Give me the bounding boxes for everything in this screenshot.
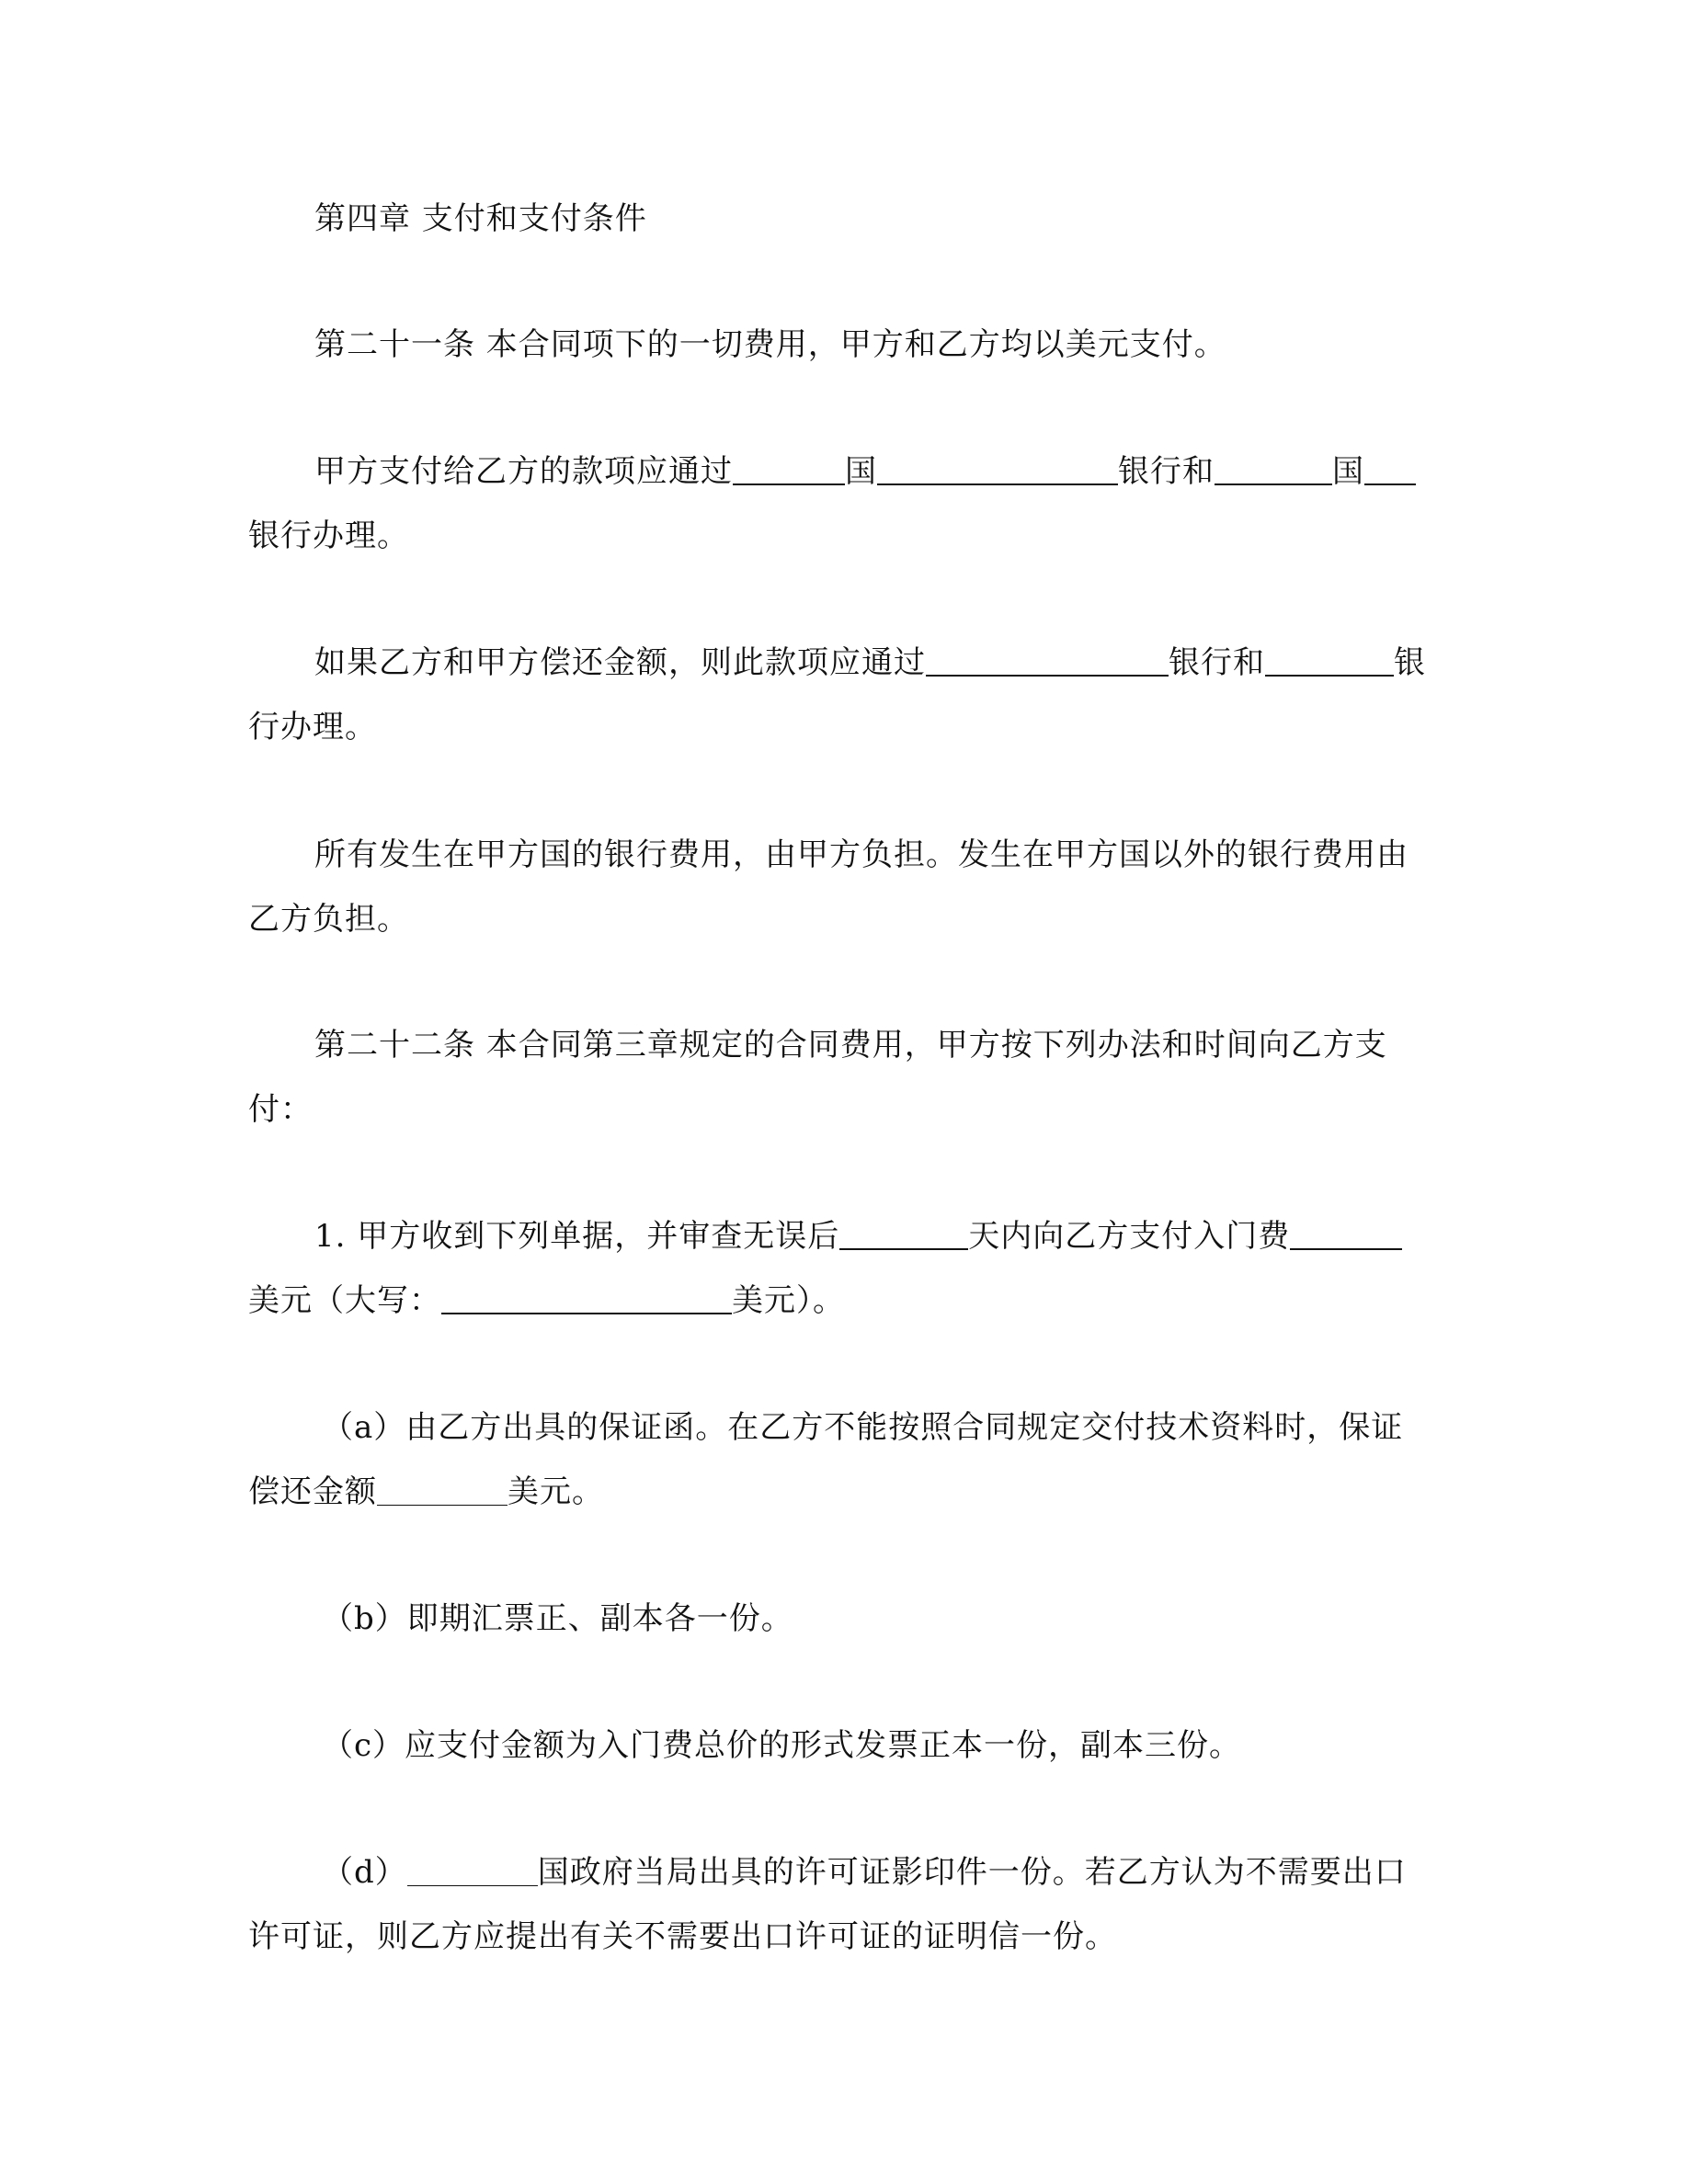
item-a bbox=[248, 1395, 1434, 1524]
article-21-text: 第二十一条 本合同项下的一切费用，甲方和乙方均以美元支付。 bbox=[314, 326, 1226, 363]
bank-b-text-2: 银行和 bbox=[1169, 644, 1265, 681]
item-1-text-4: 美元）。 bbox=[732, 1282, 845, 1319]
blank-days bbox=[839, 1217, 968, 1250]
bank-b-text-3: 银行办理。 bbox=[248, 644, 1426, 745]
item-1 bbox=[248, 1204, 1434, 1333]
bank-a-text-4: 国 bbox=[1332, 453, 1364, 490]
bank-a-text-1: 甲方支付给乙方的款项应通过 bbox=[314, 453, 733, 490]
blank-country-2 bbox=[1215, 452, 1332, 485]
fees-text: 所有发生在甲方国的银行费用，由甲方负担。发生在甲方国以外的银行费用由乙方负担。 bbox=[248, 836, 1409, 938]
blank-bank-2 bbox=[1364, 452, 1416, 485]
blank-guarantee-amount bbox=[377, 1473, 508, 1506]
item-d bbox=[248, 1840, 1434, 1969]
article-22 bbox=[248, 1013, 1434, 1142]
blank-bank-3 bbox=[926, 643, 1169, 677]
chapter-title bbox=[248, 187, 1434, 251]
blank-country-3 bbox=[407, 1854, 538, 1886]
paragraph-bank-b bbox=[248, 631, 1434, 759]
blank-country-1 bbox=[733, 452, 845, 485]
article-22-text: 第二十二条 本合同第三章规定的合同费用，甲方按下列办法和时间向乙方支付： bbox=[248, 1027, 1387, 1128]
paragraph-fees bbox=[248, 823, 1434, 951]
item-a-text-1: （a）由乙方出具的保证函。在乙方不能按照合同规定交付技术资料时，保证偿还金额 bbox=[248, 1409, 1404, 1510]
item-1-text-2: 天内向乙方支付入门费 bbox=[968, 1218, 1291, 1255]
item-c-text: （c）应支付金额为入门费总价的形式发票正本一份，副本三份。 bbox=[322, 1727, 1242, 1764]
item-b-text: （b）即期汇票正、副本各一份。 bbox=[322, 1600, 793, 1637]
item-d-text-2: 国政府当局出具的许可证影印件一份。若乙方认为不需要出口许可证，则乙方应提出有关不需要出口许可证的证明信一份。 bbox=[248, 1854, 1407, 1955]
blank-amount bbox=[1290, 1217, 1402, 1250]
bank-a-text-2: 国 bbox=[845, 453, 877, 490]
item-c bbox=[248, 1713, 1434, 1778]
item-d-text-1: （d） bbox=[322, 1854, 407, 1891]
bank-a-text-5: 银行办理。 bbox=[248, 518, 409, 554]
item-1-text-1: 1. 甲方收到下列单据，并审查无误后 bbox=[314, 1218, 840, 1255]
article-21 bbox=[248, 313, 1434, 377]
item-a-text-2: 美元。 bbox=[508, 1473, 604, 1510]
chapter-title-text: 第四章 支付和支付条件 bbox=[314, 200, 647, 237]
bank-b-text-1: 如果乙方和甲方偿还金额，则此款项应通过 bbox=[314, 644, 926, 681]
item-1-text-3: 美元（大写： bbox=[248, 1282, 441, 1319]
paragraph-bank-a bbox=[248, 439, 1434, 568]
blank-amount-words bbox=[441, 1281, 732, 1314]
blank-bank-4 bbox=[1265, 643, 1394, 677]
item-b bbox=[248, 1587, 1434, 1651]
bank-a-text-3: 银行和 bbox=[1118, 453, 1215, 490]
blank-bank-1 bbox=[877, 452, 1118, 485]
